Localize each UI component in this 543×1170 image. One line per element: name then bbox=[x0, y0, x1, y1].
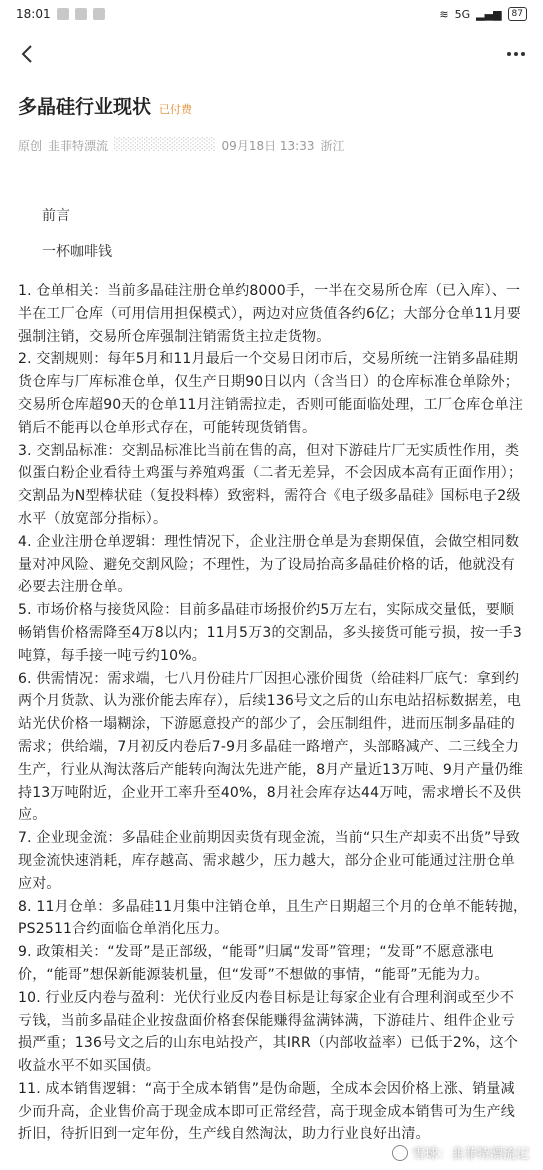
article-meta bbox=[0, 119, 543, 154]
paragraph: 1. 仓单相关：当前多晶硅注册仓单约8000手，一半在交易所仓库（已入库）、一半在工厂仓库（可用信用担保模式），两边对应货值各约6亿；大部分仓单11月要强制注销，交易所仓库强制注销需货主拉走货物。 bbox=[18, 283, 522, 345]
back-arrow-icon[interactable] bbox=[14, 41, 40, 67]
meta-redacted: ░░░░░░░░░░░ bbox=[114, 137, 216, 151]
xueqiu-logo-icon bbox=[392, 1145, 408, 1161]
meta-time: 09月18日 13:33 bbox=[221, 139, 315, 153]
notification-icon bbox=[75, 8, 87, 20]
paragraph: 9. 政策相关：“发哥”是正部级，“能哥”归属“发哥”管理；“发哥”不愿意涨电价，“能哥”想保新能源装机量，但“发哥”不想做的事情，“能哥”无能为力。 bbox=[18, 944, 494, 983]
more-options-icon[interactable] bbox=[503, 41, 529, 67]
notification-icon bbox=[57, 8, 69, 20]
paid-badge: 已付费 bbox=[159, 103, 193, 116]
meta-author[interactable]: 韭菲特漂流 bbox=[48, 139, 109, 153]
paragraph: 2. 交割规则：每年5月和11月最后一个交易日闭市后，交易所统一注销多晶硅期货仓库与厂库标准仓单，仅生产日期90日以内（含当日）的仓库标准仓单除外；交易所仓库超90天的仓单11月注销需拉走，否则可能面临处理，工厂仓库仓单注销后不能再以仓单形式存在，可能转现货销售。 bbox=[18, 351, 524, 436]
preface bbox=[0, 154, 543, 270]
paragraph: 4. 企业注册仓单逻辑：理性情况下，企业注册仓单是为套期保值，会做空相同数量对冲风险、避免交割风险；不理性，为了设局抬高多晶硅价格的话，他就没有必要去注册仓单。 bbox=[18, 533, 520, 596]
meta-source-label: 原创 bbox=[18, 139, 43, 153]
status-bar bbox=[0, 0, 543, 28]
title-row bbox=[0, 80, 543, 119]
paragraph: 11. 成本销售逻辑：“高于全成本销售”是伪命题，全成本会因价格上涨、销量减少而升高，企业售价高于现金成本即可正常经营，高于现金成本销售可为生产线折旧，待折旧到一定年份，生产线自然淘汰，助力行业良好出清。 bbox=[18, 1080, 515, 1143]
status-right bbox=[439, 7, 527, 21]
paragraph: 10. 行业反内卷与盈利：光伏行业反内卷目标是让每家企业有合理利润或至少不亏钱，当前多晶硅企业按盘面价格套保能赚得盆满钵满，下游硅片、组件企业亏损严重；136号文之后的山东电站投产，其IRR（内部收益率）已低于2%，这个收益水平不如买国债。 bbox=[18, 989, 519, 1075]
notification-icon bbox=[93, 8, 105, 20]
status-time: 18:01 bbox=[16, 7, 51, 21]
preface-heading: 前言 bbox=[42, 208, 70, 224]
meta-location: 浙江 bbox=[320, 139, 345, 153]
paragraph: 7. 企业现金流：多晶硅企业前期因卖货有现金流，当前“只生产却卖不出货”导致现金流快速消耗，库存越高、需求越少，压力越大，部分企业可能通过注册仓单应对。 bbox=[18, 830, 520, 892]
watermark bbox=[392, 1143, 529, 1162]
signal-icon: ▂▄▆ bbox=[476, 7, 502, 21]
article-title: 多晶硅行业现状 bbox=[18, 96, 152, 118]
nav-bar bbox=[0, 28, 543, 80]
watermark-text: 雪球：韭菲特漂流记 bbox=[411, 1147, 529, 1162]
paragraph: 3. 交割品标准：交割品标准比当前在售的高，但对下游硅片厂无实质性作用，类似蛋白粉企业看待土鸡蛋与养殖鸡蛋（二者无差异，不会因成本高有正面作用）；交割品为N型棒状硅（复投料棒）致密料，需符合《电子级多晶硅》国标电子2级水平（放宽部分指标）。 bbox=[18, 442, 523, 527]
paragraph: 6. 供需情况：需求端，七八月份硅片厂因担心涨价囤货（给硅料厂底气：拿到约两个月货款、认为涨价能去库存），后续136号文之后的山东电站招标数据差，电站光伏价格一塌糊涂，下游愿意投产的部少了，会压制组件，进而压制多晶硅的需求；供给端，7月初反内卷后7-9月多晶硅一路增产，头部略减产、二三线全力生产，行业从淘汰落后产能转向淘汰先进产能，8月产量近13万吨、9月产量仍维持13万吨附近，企业开工率升至40%，8月社会库存达44万吨，需求增长不及供应。 bbox=[18, 670, 524, 824]
battery-indicator: 87 bbox=[508, 7, 527, 21]
paragraph: 5. 市场价格与接货风险：目前多晶硅市场报价约5万左右，实际成交量低，要顺畅销售价格需降至4万8以内；11月5万3的交割品，多头接货可能亏损，按一手3吨算，每手接一吨亏约10%。 bbox=[18, 602, 522, 664]
preface-text: 一杯咖啡钱 bbox=[42, 244, 112, 260]
network-label: 5G bbox=[454, 7, 471, 21]
wifi-icon: ≋ bbox=[439, 7, 449, 21]
paragraph: 8. 11月仓单：多晶硅11月集中注销仓单，且生产日期超三个月的仓单不能转抛，PS2511合约面临仓单消化压力。 bbox=[18, 898, 528, 938]
status-left bbox=[16, 7, 105, 21]
article-body bbox=[18, 280, 528, 1146]
